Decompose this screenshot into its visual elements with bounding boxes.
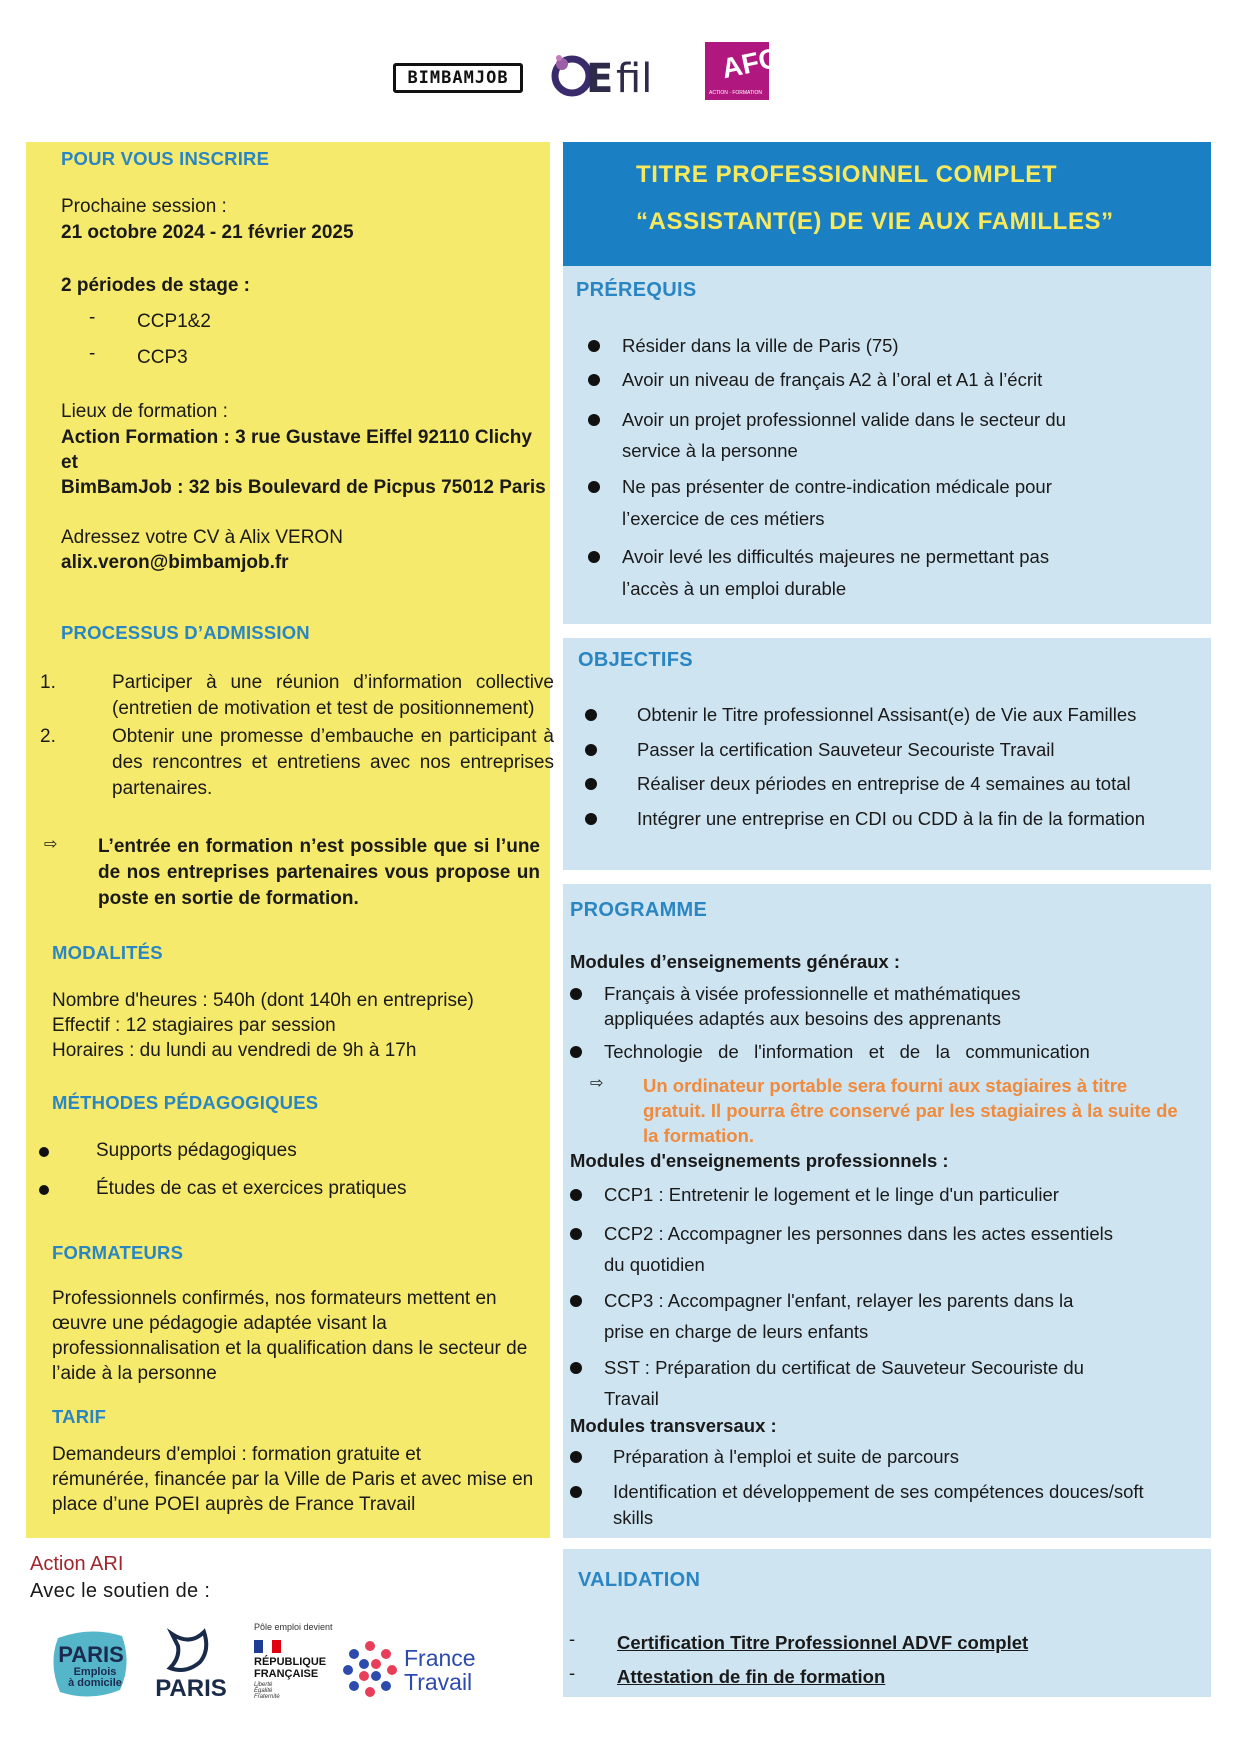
modalite-line: Horaires : du lundi au vendredi de 9h à 17h xyxy=(52,1040,417,1061)
title-banner xyxy=(563,142,1211,266)
france-travail-wordmark: France Travail xyxy=(404,1645,476,1695)
svg-text:PARIS: PARIS xyxy=(58,1642,124,1667)
modalites-heading: MODALITÉS xyxy=(52,942,163,963)
svg-text:E: E xyxy=(586,56,614,102)
ordinateur-note-line: la formation. xyxy=(643,1125,755,1146)
transversaux-label: Modules transversaux : xyxy=(570,1415,777,1436)
french-flag-icon xyxy=(254,1640,281,1653)
title-line-1: TITRE PROFESSIONNEL COMPLET xyxy=(636,161,1058,188)
republique-francaise-logo: Pôle emploi devient RÉPUBLIQUE FRANÇAISE Liberté Égalité Fraternité xyxy=(254,1622,333,1700)
methode-item: Supports pédagogiques xyxy=(96,1140,297,1161)
prerequis-heading: PRÉREQUIS xyxy=(576,279,697,301)
lieu-action-formation: Action Formation : 3 rue Gustave Eiffel 92110 Clichy xyxy=(61,427,532,448)
afc-logo-tagline: ACTION · FORMATION xyxy=(709,90,762,96)
france-travail-mark-icon xyxy=(340,1638,400,1698)
arrow-icon: ⇨ xyxy=(590,1075,604,1092)
afc-logo-letters: AFC xyxy=(718,41,782,85)
admission-step: 2. Obtenir une promesse d’embauche en participant à des rencontres et entretiens avec nos entreprises partenaires. xyxy=(40,726,554,799)
methodes-heading: MÉTHODES PÉDAGOGIQUES xyxy=(52,1092,319,1113)
validation-panel: VALIDATION - Certification Titre Professionnel ADVF complet - Attestation de fin de formation xyxy=(563,1549,1211,1697)
validation-heading: VALIDATION xyxy=(578,1569,701,1591)
generaux-label: Modules d’enseignements généraux : xyxy=(570,951,900,972)
ville-de-paris-logo xyxy=(150,1628,232,1702)
bimbamjob-logo: BIMBAMJOB xyxy=(393,63,523,93)
formateurs-line: l’aide à la personne xyxy=(52,1363,217,1384)
formateurs-line: œuvre une pédagogie adaptée visant la xyxy=(52,1313,387,1334)
ordinateur-note-line: gratuit. Il pourra être conservé par les stagiaires à la suite de xyxy=(643,1100,1178,1121)
session-dates: 21 octobre 2024 - 21 février 2025 xyxy=(61,222,354,243)
admission-step: 1. Participer à une réunion d’information collective (entretien de motivation et test de positionnement) xyxy=(40,672,554,719)
admission-note: L’entrée en formation n’est possible que si l’une de nos entreprises partenaires vous propose un poste en sortie de formation. xyxy=(98,836,540,909)
ordinateur-note-line: Un ordinateur portable sera fourni aux stagiaires à titre xyxy=(643,1075,1128,1096)
svg-text:Emplois: Emplois xyxy=(73,1666,117,1678)
objectifs-panel: OBJECTIFS Obtenir le Titre professionnel Assisant(e) de Vie aux Familles Passer la certification Sauveteur Secouriste Travail Réaliser deux périodes en entreprise de 4 semaines au total Intégrer une entreprise en CDI ou CDD à la fin de la formation xyxy=(563,638,1211,870)
inscription-heading: POUR VOUS INSCRIRE xyxy=(61,148,270,169)
modalite-line: Effectif : 12 stagiaires par session xyxy=(52,1015,336,1036)
title-line-2: “ASSISTANT(E) DE VIE AUX FAMILLES” xyxy=(636,208,1114,235)
lieu-bimbamjob: BimBamJob : 32 bis Boulevard de Picpus 75012 Paris xyxy=(61,477,546,498)
left-info-panel: POUR VOUS INSCRIRE Prochaine session : 21 octobre 2024 - 21 février 2025 2 périodes de stage : - CCP1&2 - CCP3 Lieux de formation : Action Formation : 3 rue Gustave Eiffel 92110 Clichy et BimBamJob : 32 bis Boulevard de Picpus 75012 Paris Adressez votre CV à Alix VERON alix.veron@bimbamjob.fr PROCESSUS D’ADMISSION 1. Participer à une réunion d’information collective (entretien de motivation et test de positionnement) 2. Obtenir une promesse d’embauche en participant à des rencontres et entretiens avec nos entreprises partenaires. ⇨ L’entrée en formation n’est possible que si l’une de nos entreprises partenaires vous propose un poste en sortie de formation. MODALITÉS Nombre d'heures : 540h (dont 140h en entreprise) Effectif : 12 stagiaires par session Horaires : du lundi au vendredi de 9h à 17h MÉTHODES PÉDAGOGIQUES Supports pédagogiques Études de cas et exercices pratiques FORMATEURS Professionnels confirmés, nos formateurs mettent en œuvre une pédagogie adaptée visant la professionnalisation et la qualification dans le secteur de l’aide à la personne TARIF Demandeurs d'emploi : formation gratuite et rémunérée, financée par la Ville de Paris et avec mise en place d’une POEI auprès de France Travail xyxy=(26,142,550,1538)
tarif-heading: TARIF xyxy=(52,1406,107,1427)
bullet-icon xyxy=(39,1185,49,1195)
action-ari-label: Action ARI xyxy=(30,1553,124,1575)
svg-text:fil: fil xyxy=(616,56,653,102)
objectifs-heading: OBJECTIFS xyxy=(578,649,693,671)
modalite-line: Nombre d'heures : 540h (dont 140h en entreprise) xyxy=(52,990,474,1011)
stages-label: 2 périodes de stage : xyxy=(61,275,251,296)
tarif-line: place d’une POEI auprès de France Travail xyxy=(52,1494,416,1515)
bullet-icon xyxy=(39,1147,49,1157)
session-label: Prochaine session : xyxy=(61,196,227,217)
programme-panel: PROGRAMME Modules d’enseignements généraux : Français à visée professionnelle et mathématiques appliquées adaptés aux besoins des apprenants Technologie de l'information et de la communication ⇨ Un ordinateur portable sera fourni aux stagiaires à titre gratuit. Il pourra être conservé par les stagiaires à la suite de la formation. Modules d'enseignements professionnels : CCP1 : Entretenir le logement et le linge d'un particulier CCP2 : Accompagner les personnes dans les actes essentiels du quotidien CCP3 : Accompagner l'enfant, relayer les parents dans la prise en charge de leurs enfants SST : Préparation du certificat de Sauveteur Secouriste du Travail Modules transversaux : Préparation à l'emploi et suite de parcours Identification et développement de ses compétences douces/soft skills xyxy=(563,884,1211,1538)
tarif-line: rémunérée, financée par la Ville de Paris et avec mise en xyxy=(52,1469,534,1490)
svg-text:à domicile: à domicile xyxy=(68,1677,122,1689)
pro-label: Modules d'enseignements professionnels : xyxy=(570,1150,949,1171)
formateurs-line: Professionnels confirmés, nos formateurs mettent en xyxy=(52,1288,497,1309)
tarif-line: Demandeurs d'emploi : formation gratuite et xyxy=(52,1444,422,1465)
arrow-icon: ⇨ xyxy=(44,836,58,853)
formateurs-heading: FORMATEURS xyxy=(52,1242,184,1263)
formateurs-line: professionnalisation et la qualification dans le secteur de xyxy=(52,1338,528,1359)
lieu-conjunction: et xyxy=(61,452,78,473)
paris-emplois-logo xyxy=(50,1628,132,1700)
cv-label: Adressez votre CV à Alix VERON xyxy=(61,527,343,548)
lieux-label: Lieux de formation : xyxy=(61,401,228,422)
methode-item: Études de cas et exercices pratiques xyxy=(96,1178,407,1199)
afc-logo xyxy=(705,41,782,100)
admission-heading: PROCESSUS D’ADMISSION xyxy=(61,622,310,643)
cefil-logo xyxy=(552,46,680,102)
svg-text:PARIS: PARIS xyxy=(155,1675,227,1702)
contact-email[interactable]: alix.veron@bimbamjob.fr xyxy=(61,552,289,573)
soutien-label: Avec le soutien de : xyxy=(30,1580,211,1602)
cefil-logo-text: CEFIL xyxy=(552,46,555,47)
prerequis-panel: PRÉREQUIS Résider dans la ville de Paris (75) Avoir un niveau de français A2 à l’oral et A1 à l’écrit Avoir un projet professionnel valide dans le secteur du service à la personne Ne pas présenter de contre-indication médicale pour l’exercice de ces métiers Avoir levé les difficultés majeures ne permettant pas l’accès à un emploi durable xyxy=(563,266,1211,624)
programme-heading: PROGRAMME xyxy=(570,899,708,921)
pole-emploi-label: Pôle emploi devient xyxy=(254,1622,333,1632)
